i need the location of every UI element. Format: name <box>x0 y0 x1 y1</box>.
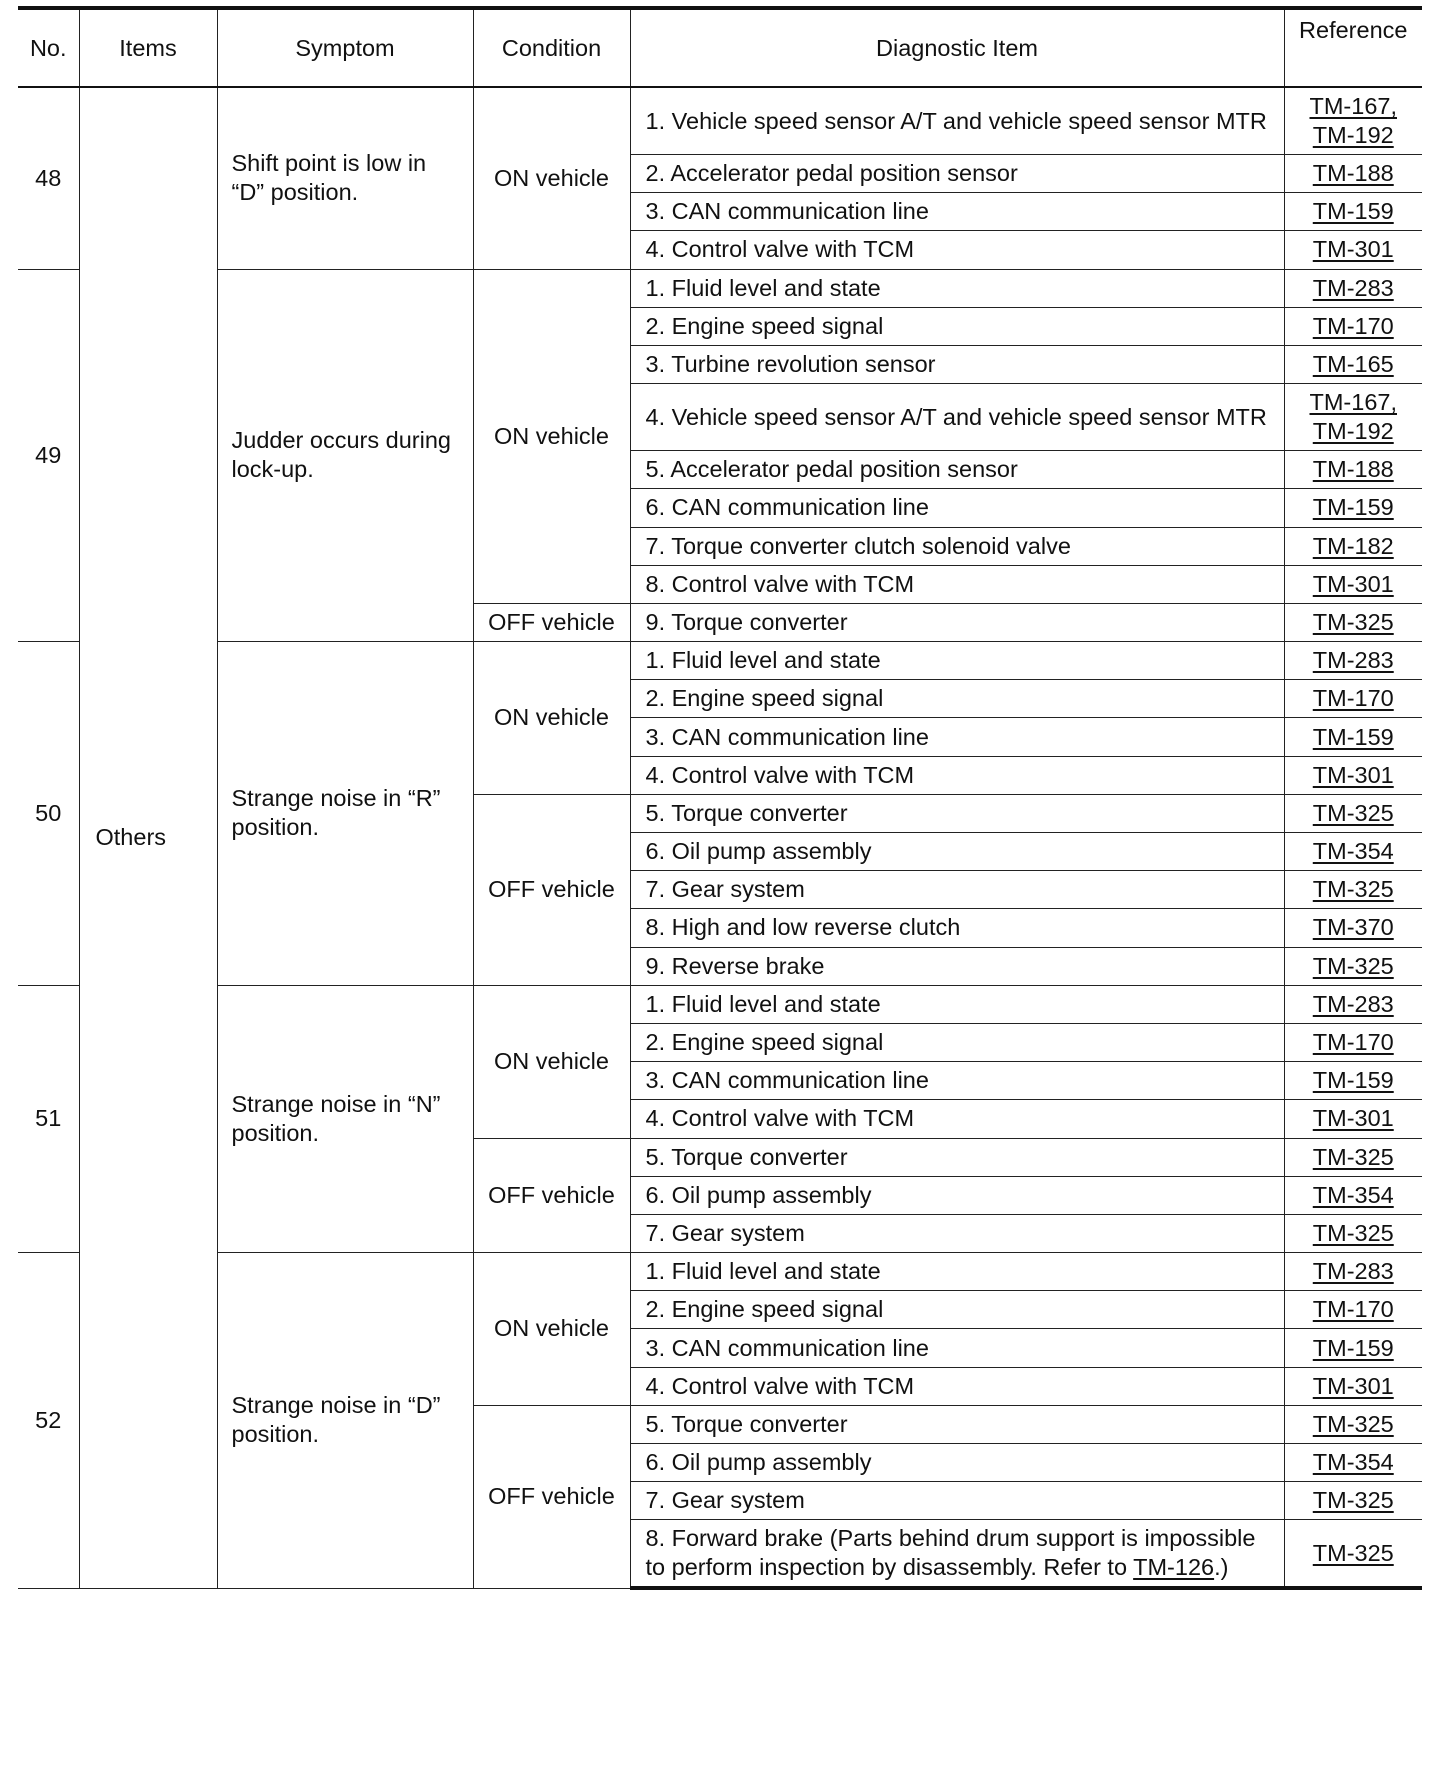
condition-cell: OFF vehicle <box>473 1138 630 1253</box>
reference-link[interactable]: TM-182 <box>1312 532 1394 559</box>
reference-link[interactable]: TM-325 <box>1312 1219 1394 1246</box>
reference-cell <box>1284 1482 1422 1520</box>
condition-cell: ON vehicle <box>473 985 630 1138</box>
reference-cell <box>1284 1214 1422 1252</box>
reference-link[interactable]: TM-170 <box>1312 1029 1394 1056</box>
reference-link[interactable]: TM-301 <box>1312 1372 1394 1399</box>
diagnostic-item: 6. Oil pump assembly <box>630 833 1284 871</box>
diagnostic-item: 6. Oil pump assembly <box>630 1444 1284 1482</box>
reference-link[interactable]: TM-170 <box>1312 312 1394 339</box>
reference-cell <box>1284 680 1422 718</box>
condition-cell: ON vehicle <box>473 269 630 603</box>
reference-link[interactable]: TM-325 <box>1312 952 1394 979</box>
reference-link[interactable]: TM-192 <box>1312 418 1394 445</box>
diagnostic-item: 6. Oil pump assembly <box>630 1176 1284 1214</box>
condition-cell: ON vehicle <box>473 87 630 269</box>
diagnostic-item: 1. Fluid level and state <box>630 1253 1284 1291</box>
reference-cell <box>1284 1176 1422 1214</box>
symptom-cell: Shift point is low in “D” position. <box>217 87 473 269</box>
reference-link[interactable]: TM-165 <box>1312 351 1394 378</box>
reference-cell <box>1284 307 1422 345</box>
diagnostic-item: 3. CAN communication line <box>630 193 1284 231</box>
reference-cell <box>1284 1291 1422 1329</box>
reference-cell <box>1284 1100 1422 1138</box>
diagnostic-item: 5. Torque converter <box>630 1405 1284 1443</box>
row-number: 49 <box>18 269 79 642</box>
reference-link[interactable]: TM-301 <box>1312 236 1394 263</box>
reference-link[interactable]: TM-159 <box>1312 723 1394 750</box>
reference-link[interactable]: TM-188 <box>1312 456 1394 483</box>
diagnostic-item: 7. Torque converter clutch solenoid valve <box>630 527 1284 565</box>
table-row <box>18 642 1422 680</box>
reference-cell <box>1284 985 1422 1023</box>
reference-cell <box>1284 1062 1422 1100</box>
reference-link[interactable]: TM-301 <box>1312 761 1394 788</box>
reference-link[interactable]: TM-126 <box>1133 1554 1215 1581</box>
condition-cell: OFF vehicle <box>473 1405 630 1588</box>
header-symptom: Symptom <box>217 8 473 87</box>
reference-link[interactable]: TM-188 <box>1312 160 1394 187</box>
diagnostic-item: 1. Fluid level and state <box>630 985 1284 1023</box>
reference-link[interactable]: TM-325 <box>1312 608 1394 635</box>
diagnostic-item: 6. CAN communication line <box>630 489 1284 527</box>
reference-link[interactable]: TM-283 <box>1312 1258 1394 1285</box>
row-number: 51 <box>18 985 79 1252</box>
header-items: Items <box>79 8 217 87</box>
condition-cell: ON vehicle <box>473 642 630 795</box>
header-reference: Reference <box>1284 8 1422 87</box>
reference-cell <box>1284 1023 1422 1061</box>
reference-cell <box>1284 345 1422 383</box>
reference-link[interactable]: TM-325 <box>1312 1487 1394 1514</box>
reference-cell <box>1284 1444 1422 1482</box>
diagnostic-item: 7. Gear system <box>630 1482 1284 1520</box>
diagnostic-item: 1. Vehicle speed sensor A/T and vehicle speed sensor MTR <box>630 87 1284 155</box>
diagnostic-item: 9. Reverse brake <box>630 947 1284 985</box>
diagnosis-table <box>18 6 1422 1590</box>
diagnostic-item: 9. Torque converter <box>630 603 1284 641</box>
reference-cell <box>1284 1367 1422 1405</box>
table-row <box>18 269 1422 307</box>
diagnostic-item: 7. Gear system <box>630 871 1284 909</box>
reference-link[interactable]: TM-167, <box>1309 389 1397 416</box>
reference-link[interactable]: TM-325 <box>1312 1143 1394 1170</box>
reference-link[interactable]: TM-301 <box>1312 1105 1394 1132</box>
reference-cell <box>1284 1138 1422 1176</box>
diagnostic-item: 8. Control valve with TCM <box>630 565 1284 603</box>
header-row <box>18 8 1422 87</box>
header-no: No. <box>18 8 79 87</box>
diagnostic-item: 2. Accelerator pedal position sensor <box>630 155 1284 193</box>
diagnostic-item: 7. Gear system <box>630 1214 1284 1252</box>
reference-cell <box>1284 603 1422 641</box>
diagnostic-item: 4. Vehicle speed sensor A/T and vehicle speed sensor MTR <box>630 384 1284 451</box>
reference-link[interactable]: TM-283 <box>1312 274 1394 301</box>
reference-link[interactable]: TM-301 <box>1312 570 1394 597</box>
table-body <box>18 87 1422 1588</box>
reference-link[interactable]: TM-354 <box>1312 1449 1394 1476</box>
diagnostic-item: 4. Control valve with TCM <box>630 1100 1284 1138</box>
diagnostic-item: 3. CAN communication line <box>630 718 1284 756</box>
reference-cell <box>1284 269 1422 307</box>
diagnostic-item: 3. CAN communication line <box>630 1062 1284 1100</box>
symptom-cell: Strange noise in “D” position. <box>217 1253 473 1589</box>
diagnostic-item: 3. CAN communication line <box>630 1329 1284 1367</box>
reference-cell <box>1284 1405 1422 1443</box>
diagnostic-item: 1. Fluid level and state <box>630 642 1284 680</box>
diagnostic-item: 5. Accelerator pedal position sensor <box>630 451 1284 489</box>
reference-cell <box>1284 718 1422 756</box>
reference-cell <box>1284 642 1422 680</box>
reference-cell <box>1284 451 1422 489</box>
reference-cell <box>1284 87 1422 155</box>
symptom-cell: Strange noise in “R” position. <box>217 642 473 986</box>
reference-cell <box>1284 947 1422 985</box>
diagnostic-item <box>630 1520 1284 1589</box>
reference-cell <box>1284 231 1422 269</box>
table-row <box>18 985 1422 1023</box>
reference-link[interactable]: TM-354 <box>1312 838 1394 865</box>
reference-link[interactable]: TM-192 <box>1312 122 1394 148</box>
diagnostic-item: 8. High and low reverse clutch <box>630 909 1284 947</box>
condition-cell: ON vehicle <box>473 1253 630 1406</box>
condition-cell: OFF vehicle <box>473 794 630 985</box>
reference-link[interactable]: TM-159 <box>1312 494 1394 521</box>
reference-link[interactable]: TM-159 <box>1312 1334 1394 1361</box>
reference-link[interactable]: TM-325 <box>1312 876 1394 903</box>
reference-cell <box>1284 1329 1422 1367</box>
reference-cell <box>1284 1520 1422 1589</box>
reference-cell <box>1284 756 1422 794</box>
reference-cell <box>1284 871 1422 909</box>
diagnostic-text: 8. Forward brake (Parts behind drum support is impossible to perform inspection by disassembly. Refer to <box>645 1525 1256 1581</box>
condition-cell: OFF vehicle <box>473 603 630 641</box>
symptom-cell: Strange noise in “N” position. <box>217 985 473 1252</box>
diagnostic-item: 5. Torque converter <box>630 1138 1284 1176</box>
table-row <box>18 87 1422 155</box>
reference-link[interactable]: TM-283 <box>1312 990 1394 1017</box>
reference-cell <box>1284 833 1422 871</box>
diagnostic-item: 2. Engine speed signal <box>630 307 1284 345</box>
reference-link[interactable]: TM-370 <box>1312 914 1394 941</box>
diagnostic-item: 4. Control valve with TCM <box>630 231 1284 269</box>
reference-link[interactable]: TM-354 <box>1312 1181 1394 1208</box>
reference-cell <box>1284 1253 1422 1291</box>
reference-cell <box>1284 155 1422 193</box>
diagnostic-item: 3. Turbine revolution sensor <box>630 345 1284 383</box>
reference-cell <box>1284 193 1422 231</box>
header-condition: Condition <box>473 8 630 87</box>
diagnostic-item: 2. Engine speed signal <box>630 1291 1284 1329</box>
reference-cell <box>1284 909 1422 947</box>
diagnostic-item: 2. Engine speed signal <box>630 1023 1284 1061</box>
row-number: 50 <box>18 642 79 986</box>
diagnostic-item: 2. Engine speed signal <box>630 680 1284 718</box>
reference-link[interactable]: TM-159 <box>1312 198 1394 225</box>
table-row <box>18 1253 1422 1291</box>
diagnostic-text-end: .) <box>1214 1554 1229 1581</box>
reference-cell <box>1284 527 1422 565</box>
reference-cell <box>1284 565 1422 603</box>
reference-link[interactable]: TM-170 <box>1312 685 1394 712</box>
reference-cell <box>1284 489 1422 527</box>
reference-cell <box>1284 384 1422 451</box>
reference-link[interactable]: TM-325 <box>1312 799 1394 826</box>
diagnostic-item: 4. Control valve with TCM <box>630 1367 1284 1405</box>
row-number: 48 <box>18 87 79 269</box>
items-cell: Others <box>79 87 217 1588</box>
header-diagnostic-item: Diagnostic Item <box>630 8 1284 87</box>
reference-link[interactable]: TM-170 <box>1312 1296 1394 1323</box>
reference-link[interactable]: TM-283 <box>1312 647 1394 674</box>
reference-cell <box>1284 794 1422 832</box>
row-number: 52 <box>18 1253 79 1589</box>
diagnostic-item: 1. Fluid level and state <box>630 269 1284 307</box>
diagnostic-item: 4. Control valve with TCM <box>630 756 1284 794</box>
reference-link[interactable]: TM-159 <box>1312 1067 1394 1094</box>
reference-link[interactable]: TM-325 <box>1312 1539 1394 1566</box>
reference-link[interactable]: TM-167, <box>1309 93 1397 119</box>
diagnostic-item: 5. Torque converter <box>630 794 1284 832</box>
symptom-cell: Judder occurs during lock-up. <box>217 269 473 642</box>
reference-link[interactable]: TM-325 <box>1312 1410 1394 1437</box>
